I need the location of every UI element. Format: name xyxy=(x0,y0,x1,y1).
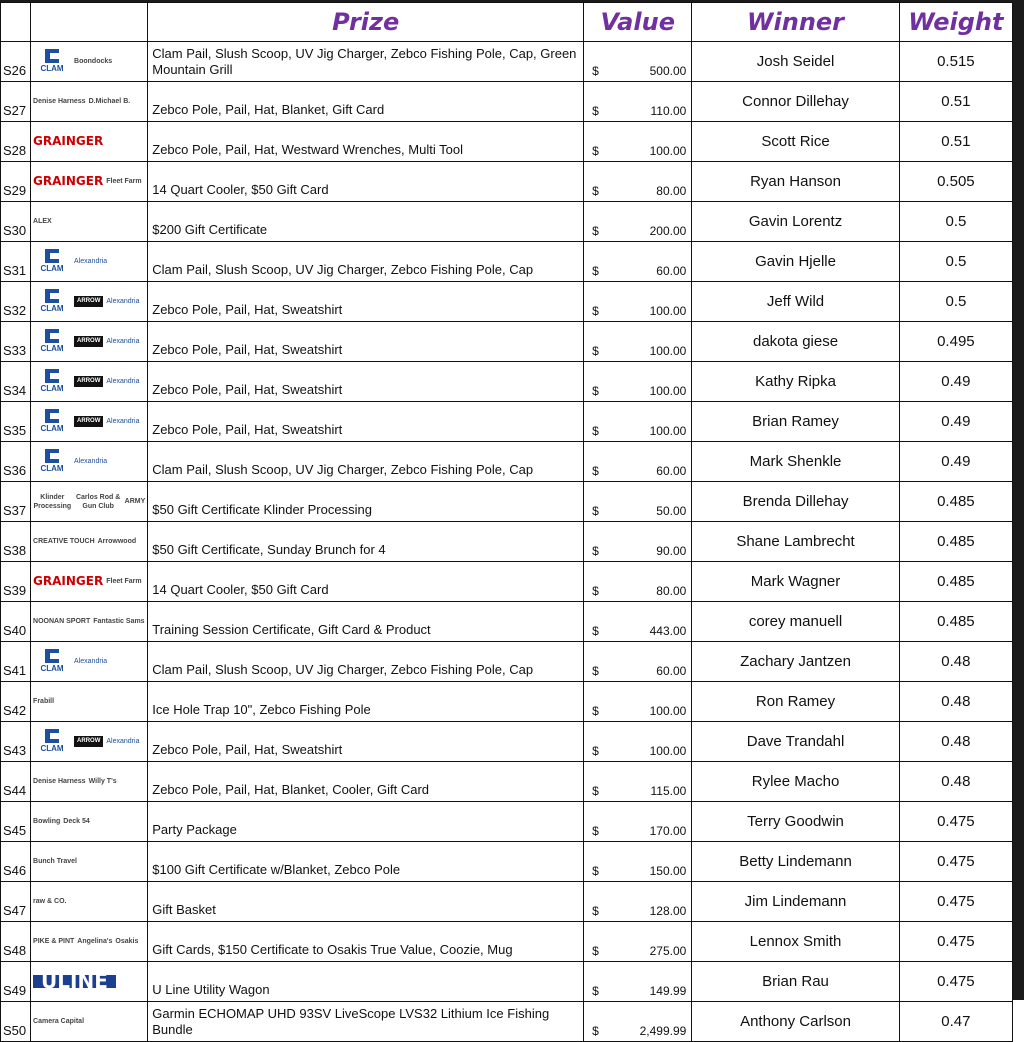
header-logo xyxy=(31,3,148,42)
fish-weight: 0.5 xyxy=(899,242,1012,282)
angelina-s-logo: Angelina's xyxy=(77,938,113,945)
prize-description: U Line Utility Wagon xyxy=(148,962,584,1002)
sponsor-logos xyxy=(31,562,148,602)
winner-name: Gavin Lorentz xyxy=(692,202,899,242)
table-row xyxy=(1,802,1013,842)
table-row xyxy=(1,442,1013,482)
winner-name: dakota giese xyxy=(692,322,899,362)
sponsor-logos xyxy=(31,442,148,482)
prize-value xyxy=(584,602,692,642)
sponsor-logos xyxy=(31,42,148,82)
winner-name: Terry Goodwin xyxy=(692,802,899,842)
row-id: S49 xyxy=(1,962,31,1002)
row-id: S26 xyxy=(1,42,31,82)
table-row xyxy=(1,162,1013,202)
boondocks-logo: Boondocks xyxy=(74,58,113,65)
d-michael-b-logo: D.Michael B. xyxy=(88,98,131,105)
value-amount: 100.00 xyxy=(649,384,687,398)
fish-weight: 0.5 xyxy=(899,282,1012,322)
alexandria-logo: Alexandria xyxy=(74,258,108,265)
table-row xyxy=(1,242,1013,282)
table-row xyxy=(1,722,1013,762)
value-amount: 128.00 xyxy=(649,904,687,918)
alexandria-logo: Alexandria xyxy=(106,738,140,745)
prize-description: $200 Gift Certificate xyxy=(148,202,584,242)
winner-name: Josh Seidel xyxy=(692,42,899,82)
fish-weight: 0.475 xyxy=(899,802,1012,842)
prize-description: Zebco Pole, Pail, Hat, Blanket, Gift Card xyxy=(148,82,584,122)
header-id xyxy=(1,3,31,42)
row-id: S29 xyxy=(1,162,31,202)
prize-description: Zebco Pole, Pail, Hat, Westward Wrenches, Multi Tool xyxy=(148,122,584,162)
row-id: S37 xyxy=(1,482,31,522)
value-amount: 60.00 xyxy=(656,664,687,678)
prize-description: Zebco Pole, Pail, Hat, Sweatshirt xyxy=(148,282,584,322)
klinder-processing-logo: Klinder Processing xyxy=(33,493,72,510)
noonan-sport-logo: NOONAN SPORT xyxy=(33,618,91,625)
prize-value xyxy=(584,722,692,762)
denise-harness-logo: Denise Harness xyxy=(33,778,86,785)
clam-logo: CLAM xyxy=(33,408,71,436)
fish-weight: 0.515 xyxy=(899,42,1012,82)
sponsor-logos xyxy=(31,362,148,402)
fish-weight: 0.49 xyxy=(899,362,1012,402)
alexandria-logo: Alexandria xyxy=(74,458,108,465)
sponsor-logos xyxy=(31,322,148,362)
prize-value xyxy=(584,522,692,562)
value-amount: 500.00 xyxy=(649,64,687,78)
prize-value xyxy=(584,842,692,882)
table-row xyxy=(1,42,1013,82)
sponsor-logos xyxy=(31,122,148,162)
row-id: S43 xyxy=(1,722,31,762)
currency-symbol: $ xyxy=(592,1024,599,1038)
winner-name: Connor Dillehay xyxy=(692,82,899,122)
fish-weight: 0.485 xyxy=(899,482,1012,522)
prize-description: 14 Quart Cooler, $50 Gift Card xyxy=(148,562,584,602)
currency-symbol: $ xyxy=(592,904,599,918)
winner-name: Betty Lindemann xyxy=(692,842,899,882)
prize-value xyxy=(584,482,692,522)
fleet-farm-logo: Fleet Farm xyxy=(106,578,142,585)
prize-value xyxy=(584,882,692,922)
fish-weight: 0.475 xyxy=(899,962,1012,1002)
row-id: S40 xyxy=(1,602,31,642)
value-amount: 90.00 xyxy=(656,544,687,558)
winner-name: Ron Ramey xyxy=(692,682,899,722)
uline-logo: ULINE xyxy=(33,975,116,988)
clam-logo: CLAM xyxy=(33,328,71,356)
currency-symbol: $ xyxy=(592,744,599,758)
sponsor-logos xyxy=(31,722,148,762)
row-id: S36 xyxy=(1,442,31,482)
row-id: S42 xyxy=(1,682,31,722)
prize-value xyxy=(584,642,692,682)
willy-t-s-logo: Willy T's xyxy=(88,778,117,785)
winner-name: Gavin Hjelle xyxy=(692,242,899,282)
fish-weight: 0.485 xyxy=(899,562,1012,602)
row-id: S38 xyxy=(1,522,31,562)
currency-symbol: $ xyxy=(592,544,599,558)
value-amount: 60.00 xyxy=(656,264,687,278)
bunch-travel-logo: Bunch Travel xyxy=(33,858,78,865)
row-id: S44 xyxy=(1,762,31,802)
creative-touch-logo: CREATIVE TOUCH xyxy=(33,538,95,545)
row-id: S35 xyxy=(1,402,31,442)
fish-weight: 0.5 xyxy=(899,202,1012,242)
prize-value xyxy=(584,162,692,202)
value-amount: 149.99 xyxy=(649,984,687,998)
sponsor-logos xyxy=(31,842,148,882)
clam-logo: CLAM xyxy=(33,728,71,756)
deck-54-logo: Deck 54 xyxy=(63,818,90,825)
winner-name: Anthony Carlson xyxy=(692,1002,899,1042)
prize-description: Gift Basket xyxy=(148,882,584,922)
denise-harness-logo: Denise Harness xyxy=(33,98,86,105)
winner-name: Jeff Wild xyxy=(692,282,899,322)
currency-symbol: $ xyxy=(592,264,599,278)
value-amount: 100.00 xyxy=(649,424,687,438)
sponsor-logos xyxy=(31,802,148,842)
winner-name: corey manuell xyxy=(692,602,899,642)
prize-description: $50 Gift Certificate, Sunday Brunch for 4 xyxy=(148,522,584,562)
winner-name: Jim Lindemann xyxy=(692,882,899,922)
value-amount: 50.00 xyxy=(656,504,687,518)
value-amount: 200.00 xyxy=(649,224,687,238)
sponsor-logos xyxy=(31,282,148,322)
winner-name: Kathy Ripka xyxy=(692,362,899,402)
alexandria-logo: Alexandria xyxy=(106,378,140,385)
prize-description: $100 Gift Certificate w/Blanket, Zebco Pole xyxy=(148,842,584,882)
prize-description: Garmin ECHOMAP UHD 93SV LiveScope LVS32 Lithium Ice Fishing Bundle xyxy=(148,1002,584,1042)
value-amount: 2,499.99 xyxy=(639,1024,687,1038)
prize-description: Zebco Pole, Pail, Hat, Blanket, Cooler, Gift Card xyxy=(148,762,584,802)
row-id: S47 xyxy=(1,882,31,922)
prize-description: Ice Hole Trap 10", Zebco Fishing Pole xyxy=(148,682,584,722)
row-id: S32 xyxy=(1,282,31,322)
row-id: S27 xyxy=(1,82,31,122)
winner-name: Mark Shenkle xyxy=(692,442,899,482)
winner-name: Scott Rice xyxy=(692,122,899,162)
value-amount: 100.00 xyxy=(649,304,687,318)
clam-logo: CLAM xyxy=(33,368,71,396)
sponsor-logos xyxy=(31,962,148,1002)
fish-weight: 0.475 xyxy=(899,842,1012,882)
prize-table xyxy=(0,2,1013,1042)
fish-weight: 0.475 xyxy=(899,882,1012,922)
sponsor-logos xyxy=(31,522,148,562)
currency-symbol: $ xyxy=(592,704,599,718)
arrow-logo: ARROW xyxy=(74,736,103,747)
fantastic-sams-logo: Fantastic Sams xyxy=(93,618,145,625)
header-value: Value xyxy=(584,3,692,42)
sponsor-logos xyxy=(31,482,148,522)
sponsor-logos xyxy=(31,602,148,642)
prize-value xyxy=(584,1002,692,1042)
arrowwood-logo: Arrowwood xyxy=(97,538,137,545)
value-amount: 115.00 xyxy=(650,784,687,798)
fish-weight: 0.48 xyxy=(899,642,1012,682)
winner-name: Lennox Smith xyxy=(692,922,899,962)
table-row xyxy=(1,522,1013,562)
sponsor-logos xyxy=(31,642,148,682)
sponsor-logos xyxy=(31,922,148,962)
currency-symbol: $ xyxy=(592,664,599,678)
prize-value xyxy=(584,562,692,602)
camera-capital-logo: Camera Capital xyxy=(33,1018,85,1025)
fish-weight: 0.49 xyxy=(899,402,1012,442)
header-prize: Prize xyxy=(148,3,584,42)
grainger-logo: GRAINGER xyxy=(33,134,104,148)
currency-symbol: $ xyxy=(592,104,599,118)
row-id: S33 xyxy=(1,322,31,362)
winner-name: Brenda Dillehay xyxy=(692,482,899,522)
header-weight: Weight xyxy=(899,3,1012,42)
table-row xyxy=(1,362,1013,402)
value-amount: 80.00 xyxy=(656,584,687,598)
currency-symbol: $ xyxy=(592,864,599,878)
value-amount: 100.00 xyxy=(649,144,687,158)
prize-value xyxy=(584,202,692,242)
winner-name: Zachary Jantzen xyxy=(692,642,899,682)
fish-weight: 0.485 xyxy=(899,522,1012,562)
table-row xyxy=(1,922,1013,962)
prize-value xyxy=(584,82,692,122)
currency-symbol: $ xyxy=(592,584,599,598)
fleet-farm-logo: Fleet Farm xyxy=(106,178,142,185)
prize-description: $50 Gift Certificate Klinder Processing xyxy=(148,482,584,522)
winner-name: Mark Wagner xyxy=(692,562,899,602)
clam-logo: CLAM xyxy=(33,48,71,76)
row-id: S31 xyxy=(1,242,31,282)
arrow-logo: ARROW xyxy=(74,336,103,347)
currency-symbol: $ xyxy=(592,944,599,958)
fish-weight: 0.485 xyxy=(899,602,1012,642)
prize-description: Zebco Pole, Pail, Hat, Sweatshirt xyxy=(148,362,584,402)
winner-name: Dave Trandahl xyxy=(692,722,899,762)
row-id: S41 xyxy=(1,642,31,682)
prize-description: Clam Pail, Slush Scoop, UV Jig Charger, Zebco Fishing Pole, Cap, Green Mountain Grill xyxy=(148,42,584,82)
sponsor-logos xyxy=(31,402,148,442)
currency-symbol: $ xyxy=(592,224,599,238)
frabill-logo: Frabill xyxy=(33,698,55,705)
row-id: S46 xyxy=(1,842,31,882)
row-id: S30 xyxy=(1,202,31,242)
table-row xyxy=(1,562,1013,602)
fish-weight: 0.48 xyxy=(899,762,1012,802)
value-amount: 150.00 xyxy=(649,864,687,878)
prize-description: 14 Quart Cooler, $50 Gift Card xyxy=(148,162,584,202)
currency-symbol: $ xyxy=(592,504,599,518)
army-logo: ARMY xyxy=(124,498,146,505)
clam-logo: CLAM xyxy=(33,648,71,676)
value-amount: 100.00 xyxy=(649,704,687,718)
table-row xyxy=(1,202,1013,242)
prize-description: Training Session Certificate, Gift Card & Product xyxy=(148,602,584,642)
table-row xyxy=(1,762,1013,802)
alex-logo: ALEX xyxy=(33,218,52,225)
row-id: S28 xyxy=(1,122,31,162)
prize-value xyxy=(584,682,692,722)
prize-value xyxy=(584,802,692,842)
fish-weight: 0.49 xyxy=(899,442,1012,482)
currency-symbol: $ xyxy=(592,344,599,358)
prize-value xyxy=(584,322,692,362)
winner-name: Brian Rau xyxy=(692,962,899,1002)
osakis-logo: Osakis xyxy=(115,938,139,945)
prize-description: Clam Pail, Slush Scoop, UV Jig Charger, Zebco Fishing Pole, Cap xyxy=(148,642,584,682)
value-amount: 80.00 xyxy=(656,184,687,198)
fish-weight: 0.51 xyxy=(899,122,1012,162)
table-row xyxy=(1,402,1013,442)
value-amount: 443.00 xyxy=(649,624,687,638)
value-amount: 170.00 xyxy=(649,824,687,838)
arrow-logo: ARROW xyxy=(74,376,103,387)
alexandria-logo: Alexandria xyxy=(74,658,108,665)
table-row xyxy=(1,842,1013,882)
currency-symbol: $ xyxy=(592,184,599,198)
table-row xyxy=(1,122,1013,162)
prize-value xyxy=(584,402,692,442)
value-amount: 110.00 xyxy=(650,104,687,118)
fish-weight: 0.495 xyxy=(899,322,1012,362)
header-winner: Winner xyxy=(692,3,899,42)
currency-symbol: $ xyxy=(592,824,599,838)
prize-value xyxy=(584,962,692,1002)
row-id: S45 xyxy=(1,802,31,842)
prize-description: Zebco Pole, Pail, Hat, Sweatshirt xyxy=(148,322,584,362)
table-row xyxy=(1,82,1013,122)
sponsor-logos xyxy=(31,242,148,282)
clam-logo: CLAM xyxy=(33,448,71,476)
table-row xyxy=(1,882,1013,922)
currency-symbol: $ xyxy=(592,304,599,318)
table-row xyxy=(1,682,1013,722)
fish-weight: 0.475 xyxy=(899,922,1012,962)
arrow-logo: ARROW xyxy=(74,296,103,307)
currency-symbol: $ xyxy=(592,64,599,78)
row-id: S39 xyxy=(1,562,31,602)
alexandria-logo: Alexandria xyxy=(106,298,140,305)
prize-value xyxy=(584,922,692,962)
value-amount: 275.00 xyxy=(649,944,687,958)
prize-description: Zebco Pole, Pail, Hat, Sweatshirt xyxy=(148,722,584,762)
grainger-logo: GRAINGER xyxy=(33,574,104,588)
prize-description: Party Package xyxy=(148,802,584,842)
fish-weight: 0.48 xyxy=(899,682,1012,722)
currency-symbol: $ xyxy=(592,624,599,638)
table-row xyxy=(1,1002,1013,1042)
alexandria-logo: Alexandria xyxy=(106,418,140,425)
alexandria-logo: Alexandria xyxy=(106,338,140,345)
winner-name: Rylee Macho xyxy=(692,762,899,802)
clam-logo: CLAM xyxy=(33,288,71,316)
table-row xyxy=(1,642,1013,682)
winner-name: Ryan Hanson xyxy=(692,162,899,202)
raw-co-logo: raw & CO. xyxy=(33,898,67,905)
prize-description: Clam Pail, Slush Scoop, UV Jig Charger, Zebco Fishing Pole, Cap xyxy=(148,242,584,282)
arrow-logo: ARROW xyxy=(74,416,103,427)
sponsor-logos xyxy=(31,162,148,202)
table-body xyxy=(1,42,1013,1042)
fish-weight: 0.47 xyxy=(899,1002,1012,1042)
winner-name: Shane Lambrecht xyxy=(692,522,899,562)
currency-symbol: $ xyxy=(592,784,599,798)
prize-description: Zebco Pole, Pail, Hat, Sweatshirt xyxy=(148,402,584,442)
currency-symbol: $ xyxy=(592,464,599,478)
winner-name: Brian Ramey xyxy=(692,402,899,442)
table-row xyxy=(1,322,1013,362)
value-amount: 60.00 xyxy=(656,464,687,478)
row-id: S50 xyxy=(1,1002,31,1042)
sponsor-logos xyxy=(31,202,148,242)
currency-symbol: $ xyxy=(592,424,599,438)
sponsor-logos xyxy=(31,1002,148,1042)
clam-logo: CLAM xyxy=(33,248,71,276)
prize-description: Gift Cards, $150 Certificate to Osakis True Value, Coozie, Mug xyxy=(148,922,584,962)
table-row xyxy=(1,282,1013,322)
row-id: S34 xyxy=(1,362,31,402)
header-row xyxy=(1,3,1013,42)
currency-symbol: $ xyxy=(592,144,599,158)
currency-symbol: $ xyxy=(592,384,599,398)
sponsor-logos xyxy=(31,682,148,722)
table-row xyxy=(1,962,1013,1002)
prize-value xyxy=(584,762,692,802)
currency-symbol: $ xyxy=(592,984,599,998)
prize-value xyxy=(584,442,692,482)
prize-description: Clam Pail, Slush Scoop, UV Jig Charger, Zebco Fishing Pole, Cap xyxy=(148,442,584,482)
fish-weight: 0.505 xyxy=(899,162,1012,202)
bowling-logo: Bowling xyxy=(33,818,61,825)
fish-weight: 0.48 xyxy=(899,722,1012,762)
table-row xyxy=(1,482,1013,522)
table-row xyxy=(1,602,1013,642)
prize-value xyxy=(584,122,692,162)
prize-value xyxy=(584,362,692,402)
prize-value xyxy=(584,282,692,322)
value-amount: 100.00 xyxy=(649,344,687,358)
sponsor-logos xyxy=(31,762,148,802)
fish-weight: 0.51 xyxy=(899,82,1012,122)
grainger-logo: GRAINGER xyxy=(33,174,104,188)
sponsor-logos xyxy=(31,882,148,922)
value-amount: 100.00 xyxy=(649,744,687,758)
prize-value xyxy=(584,42,692,82)
prize-value xyxy=(584,242,692,282)
row-id: S48 xyxy=(1,922,31,962)
sponsor-logos xyxy=(31,82,148,122)
carlos-rod-gun-club-logo: Carlos Rod & Gun Club xyxy=(75,493,121,510)
pike-pint-logo: PIKE & PINT xyxy=(33,938,75,945)
